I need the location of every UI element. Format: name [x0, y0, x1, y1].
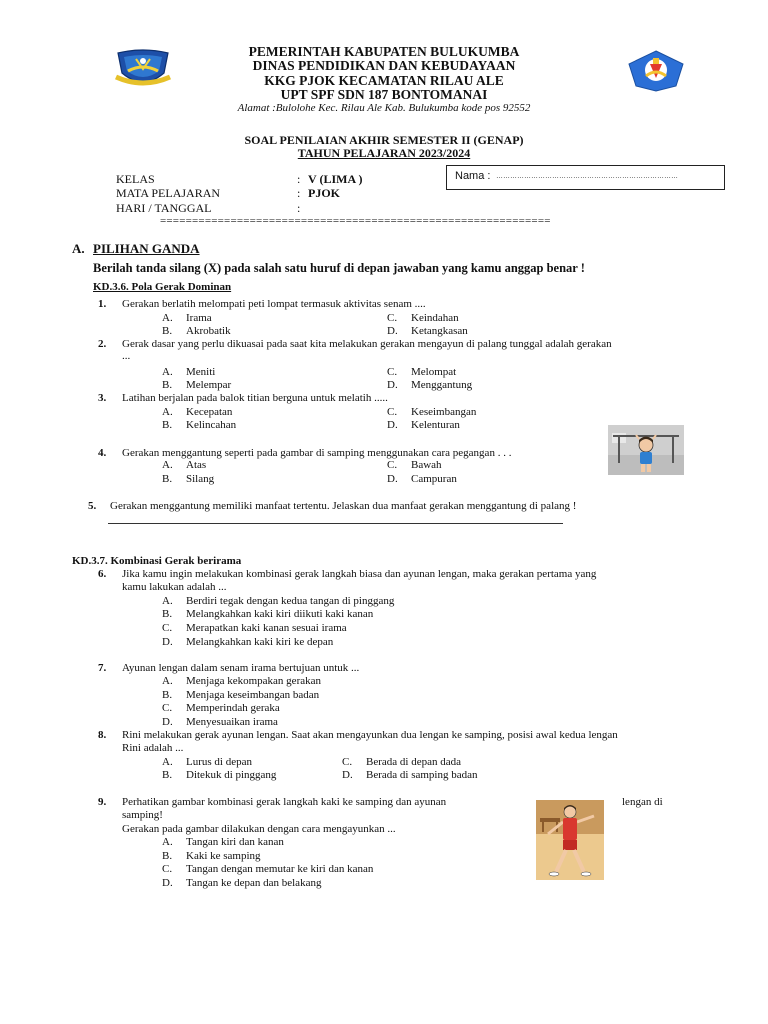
q4-option-b[interactable]: B. Silang [162, 473, 215, 485]
q7-option-b[interactable]: B. Menjaga keseimbangan badan [162, 689, 320, 701]
q2-number: 2. [98, 338, 107, 350]
q8-option-c[interactable]: C. Berada di depan dada [342, 756, 461, 768]
kelas-value: V (LIMA ) [308, 172, 363, 186]
kd-3-7-heading: KD.3.7. Kombinasi Gerak berirama [72, 555, 242, 567]
q1-text: Gerakan berlatih melompati peti lompat termasuk aktivitas senam .... [122, 298, 426, 310]
q3-option-b[interactable]: B. Kelincahan [162, 419, 237, 431]
q7-number: 7. [98, 662, 107, 674]
q4-option-c[interactable]: C. Bawah [387, 459, 442, 471]
hari-label: HARI / TANGGAL [116, 201, 212, 215]
header-kkg: KKG PJOK KECAMATAN RILAU ALE [264, 73, 504, 88]
exam-year: TAHUN PELAJARAN 2023/2024 [297, 146, 471, 160]
q2-text-cont: ... [122, 350, 131, 362]
arm-swing-girl-image [536, 800, 604, 885]
q9-option-d[interactable]: D. Tangan ke depan dan belakang [162, 877, 322, 889]
kd-3-6-heading: KD.3.6. Pola Gerak Dominan [93, 281, 232, 293]
q5-number: 5. [88, 500, 97, 512]
mapel-label: MATA PELAJARAN [116, 186, 221, 200]
q6-option-c[interactable]: C. Merapatkan kaki kanan sesuai irama [162, 622, 347, 634]
q7-text: Ayunan lengan dalam senam irama bertujuan untuk ... [122, 662, 360, 674]
q2-option-c[interactable]: C. Melompat [387, 366, 457, 378]
exam-title: SOAL PENILAIAN AKHIR SEMESTER II (GENAP) [244, 133, 524, 147]
nama-label: Nama : [455, 170, 491, 182]
q4-option-a[interactable]: A. Atas [162, 459, 207, 471]
mapel-value: PJOK [308, 186, 340, 200]
q8-text: Rini melakukan gerak ayunan lengan. Saat akan mengayunkan dua lengan ke samping, posisi awal kedua lengan [122, 729, 618, 741]
q9-option-a[interactable]: A. Tangan kiri dan kanan [162, 836, 284, 848]
q3-text: Latihan berjalan pada balok titian berguna untuk melatih ..... [122, 392, 388, 404]
q8-option-a[interactable]: A. Lurus di depan [162, 756, 252, 768]
q6-option-a[interactable]: A. Berdiri tegak dengan kedua tangan di pinggang [162, 595, 395, 607]
section-a-title: PILIHAN GANDA [93, 241, 200, 256]
q7-option-a[interactable]: A. Menjaga kekompakan gerakan [162, 675, 321, 687]
q3-option-d[interactable]: D. Kelenturan [387, 419, 460, 431]
q7-option-d[interactable]: D. Menyesuaikan irama [162, 716, 278, 728]
q9-text-tail: lengan di [622, 796, 663, 808]
q9-text-question: Gerakan pada gambar dilakukan dengan cara mengayunkan ... [122, 823, 396, 835]
kelas-colon: : [297, 172, 301, 186]
q6-text: Jika kamu ingin melakukan kombinasi gerak langkah biasa dan ayunan lengan, maka gerakan pertama yang [122, 568, 597, 580]
hanging-child-image [608, 425, 684, 480]
q1-option-c[interactable]: C. Keindahan [387, 312, 459, 324]
kelas-label: KELAS [116, 172, 155, 186]
nama-dots: …………………………………………………………………… [496, 173, 678, 180]
q3-number: 3. [98, 392, 107, 404]
q9-number: 9. [98, 796, 107, 808]
q1-number: 1. [98, 298, 107, 310]
q1-option-d[interactable]: D. Ketangkasan [387, 325, 468, 337]
header-address: Alamat :Bulolohe Kec. Rilau Ale Kab. Bulukumba kode pos 92552 [237, 102, 531, 114]
q4-text: Gerakan menggantung seperti pada gambar di samping menggunakan cara pegangan . . . [122, 447, 512, 459]
mapel-colon: : [297, 186, 301, 200]
q1-option-a[interactable]: A. Irama [162, 312, 212, 324]
q9-option-c[interactable]: C. Tangan dengan memutar ke kiri dan kanan [162, 863, 374, 875]
q8-text-cont: Rini adalah ... [122, 742, 184, 754]
hari-colon: : [297, 201, 301, 215]
q1-option-b[interactable]: B. Akrobatik [162, 325, 231, 337]
q4-option-d[interactable]: D. Campuran [387, 473, 457, 485]
q2-option-b[interactable]: B. Melempar [162, 379, 232, 391]
q8-option-d[interactable]: D. Berada di samping badan [342, 769, 478, 781]
q6-option-d[interactable]: D. Melangkahkan kaki kiri ke depan [162, 636, 334, 648]
q6-text-cont: kamu lakukan adalah ... [122, 581, 227, 593]
q8-number: 8. [98, 729, 107, 741]
q5-text: Gerakan menggantung memiliki manfaat tertentu. Jelaskan dua manfaat gerakan menggantung di palang ! [110, 500, 577, 512]
q9-text-cont: samping! [122, 809, 163, 821]
q7-option-c[interactable]: C. Memperindah geraka [162, 702, 280, 714]
nama-box[interactable] [446, 165, 725, 190]
q4-number: 4. [98, 447, 107, 459]
info-divider: ============================================================= [160, 215, 551, 227]
q2-text: Gerak dasar yang perlu dikuasai pada saat kita melakukan gerakan mengayun di palang tunggal adalah gerakan [122, 338, 612, 350]
header-government: PEMERINTAH KABUPATEN BULUKUMBA [248, 44, 520, 59]
q9-option-b[interactable]: B. Kaki ke samping [162, 850, 261, 862]
header-department: DINAS PENDIDIKAN DAN KEBUDAYAAN [252, 58, 516, 73]
q9-text: Perhatikan gambar kombinasi gerak langkah kaki ke samping dan ayunan [122, 796, 447, 808]
q8-option-b[interactable]: B. Ditekuk di pinggang [162, 769, 277, 781]
section-a-instruction: Berilah tanda silang (X) pada salah satu huruf di depan jawaban yang kamu anggap benar ! [93, 261, 585, 275]
header-school: UPT SPF SDN 187 BONTOMANAI [280, 87, 488, 102]
q6-option-b[interactable]: B. Melangkahkan kaki kiri diikuti kaki kanan [162, 608, 374, 620]
q5-answer-line[interactable] [108, 523, 563, 524]
q3-option-a[interactable]: A. Kecepatan [162, 406, 233, 418]
q6-number: 6. [98, 568, 107, 580]
section-a-letter: A. [72, 241, 85, 256]
q2-option-a[interactable]: A. Meniti [162, 366, 216, 378]
q3-option-c[interactable]: C. Keseimbangan [387, 406, 477, 418]
q2-option-d[interactable]: D. Menggantung [387, 379, 473, 391]
